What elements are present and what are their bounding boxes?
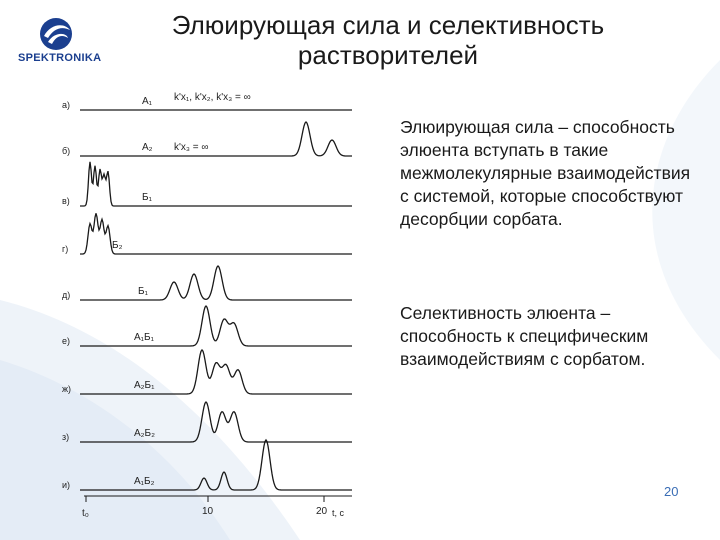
annotation-row-a: k'x₁, k'x₂, k'x₃ = ∞ (174, 92, 251, 103)
chromatogram-traces (80, 110, 352, 490)
chromatogram-trace (80, 440, 352, 490)
chromatogram-trace (80, 122, 352, 156)
condition-label: A₂Б₁ (134, 380, 155, 391)
title-line-1: Элюирующая сила и селективность (171, 10, 605, 40)
chromatogram-figure (62, 84, 360, 524)
row-letter: и) (62, 480, 71, 490)
chromatogram-trace (80, 162, 352, 206)
row-letter: в) (62, 196, 70, 206)
annotation-row-b: k'x₃ = ∞ (174, 142, 209, 153)
row-letter: е) (62, 336, 71, 346)
selectivity-definition: Селективность элюента – способность к специфическим взаимодействиям с сорбатом. (400, 303, 649, 369)
row-letter: г) (62, 244, 69, 254)
row-letter: б) (62, 146, 71, 156)
condition-label: Б₂ (112, 240, 123, 251)
condition-label: A₂ (142, 142, 153, 153)
condition-label: A₁ (142, 96, 153, 107)
row-letter: д) (62, 290, 71, 300)
condition-label: A₁Б₁ (134, 332, 154, 343)
chromatogram-labels (62, 96, 155, 490)
logo-text: SPEKTRONIKA (18, 52, 102, 64)
row-letter: а) (62, 100, 71, 110)
chromatogram-trace (80, 266, 352, 300)
eluting-strength-definition: Элюирующая сила – способность элюента вступать в такие межмолекулярные взаимодействия с системой, которые способствуют десорбции сорбата. (400, 117, 691, 229)
chromatogram-trace (80, 306, 352, 346)
slide-title (118, 10, 658, 70)
chromatogram-trace (80, 350, 352, 394)
title-line-2: растворителей (297, 40, 479, 70)
page-number: 20 (664, 484, 679, 499)
condition-label: A₂Б₂ (134, 428, 155, 439)
x-axis-unit: t, c (332, 508, 345, 518)
condition-label: Б₁ (138, 286, 148, 297)
condition-label: Б₁ (142, 192, 152, 203)
chromatogram-trace (80, 402, 352, 442)
x-label-origin: t₀ (82, 508, 89, 519)
x-label-10: 10 (202, 506, 214, 517)
company-logo (12, 14, 122, 74)
row-letter: з) (62, 432, 70, 442)
condition-label: A₁Б₂ (134, 476, 155, 487)
row-letter: ж) (62, 384, 72, 394)
logo-swirl-icon (12, 14, 122, 54)
x-label-20: 20 (316, 506, 328, 517)
